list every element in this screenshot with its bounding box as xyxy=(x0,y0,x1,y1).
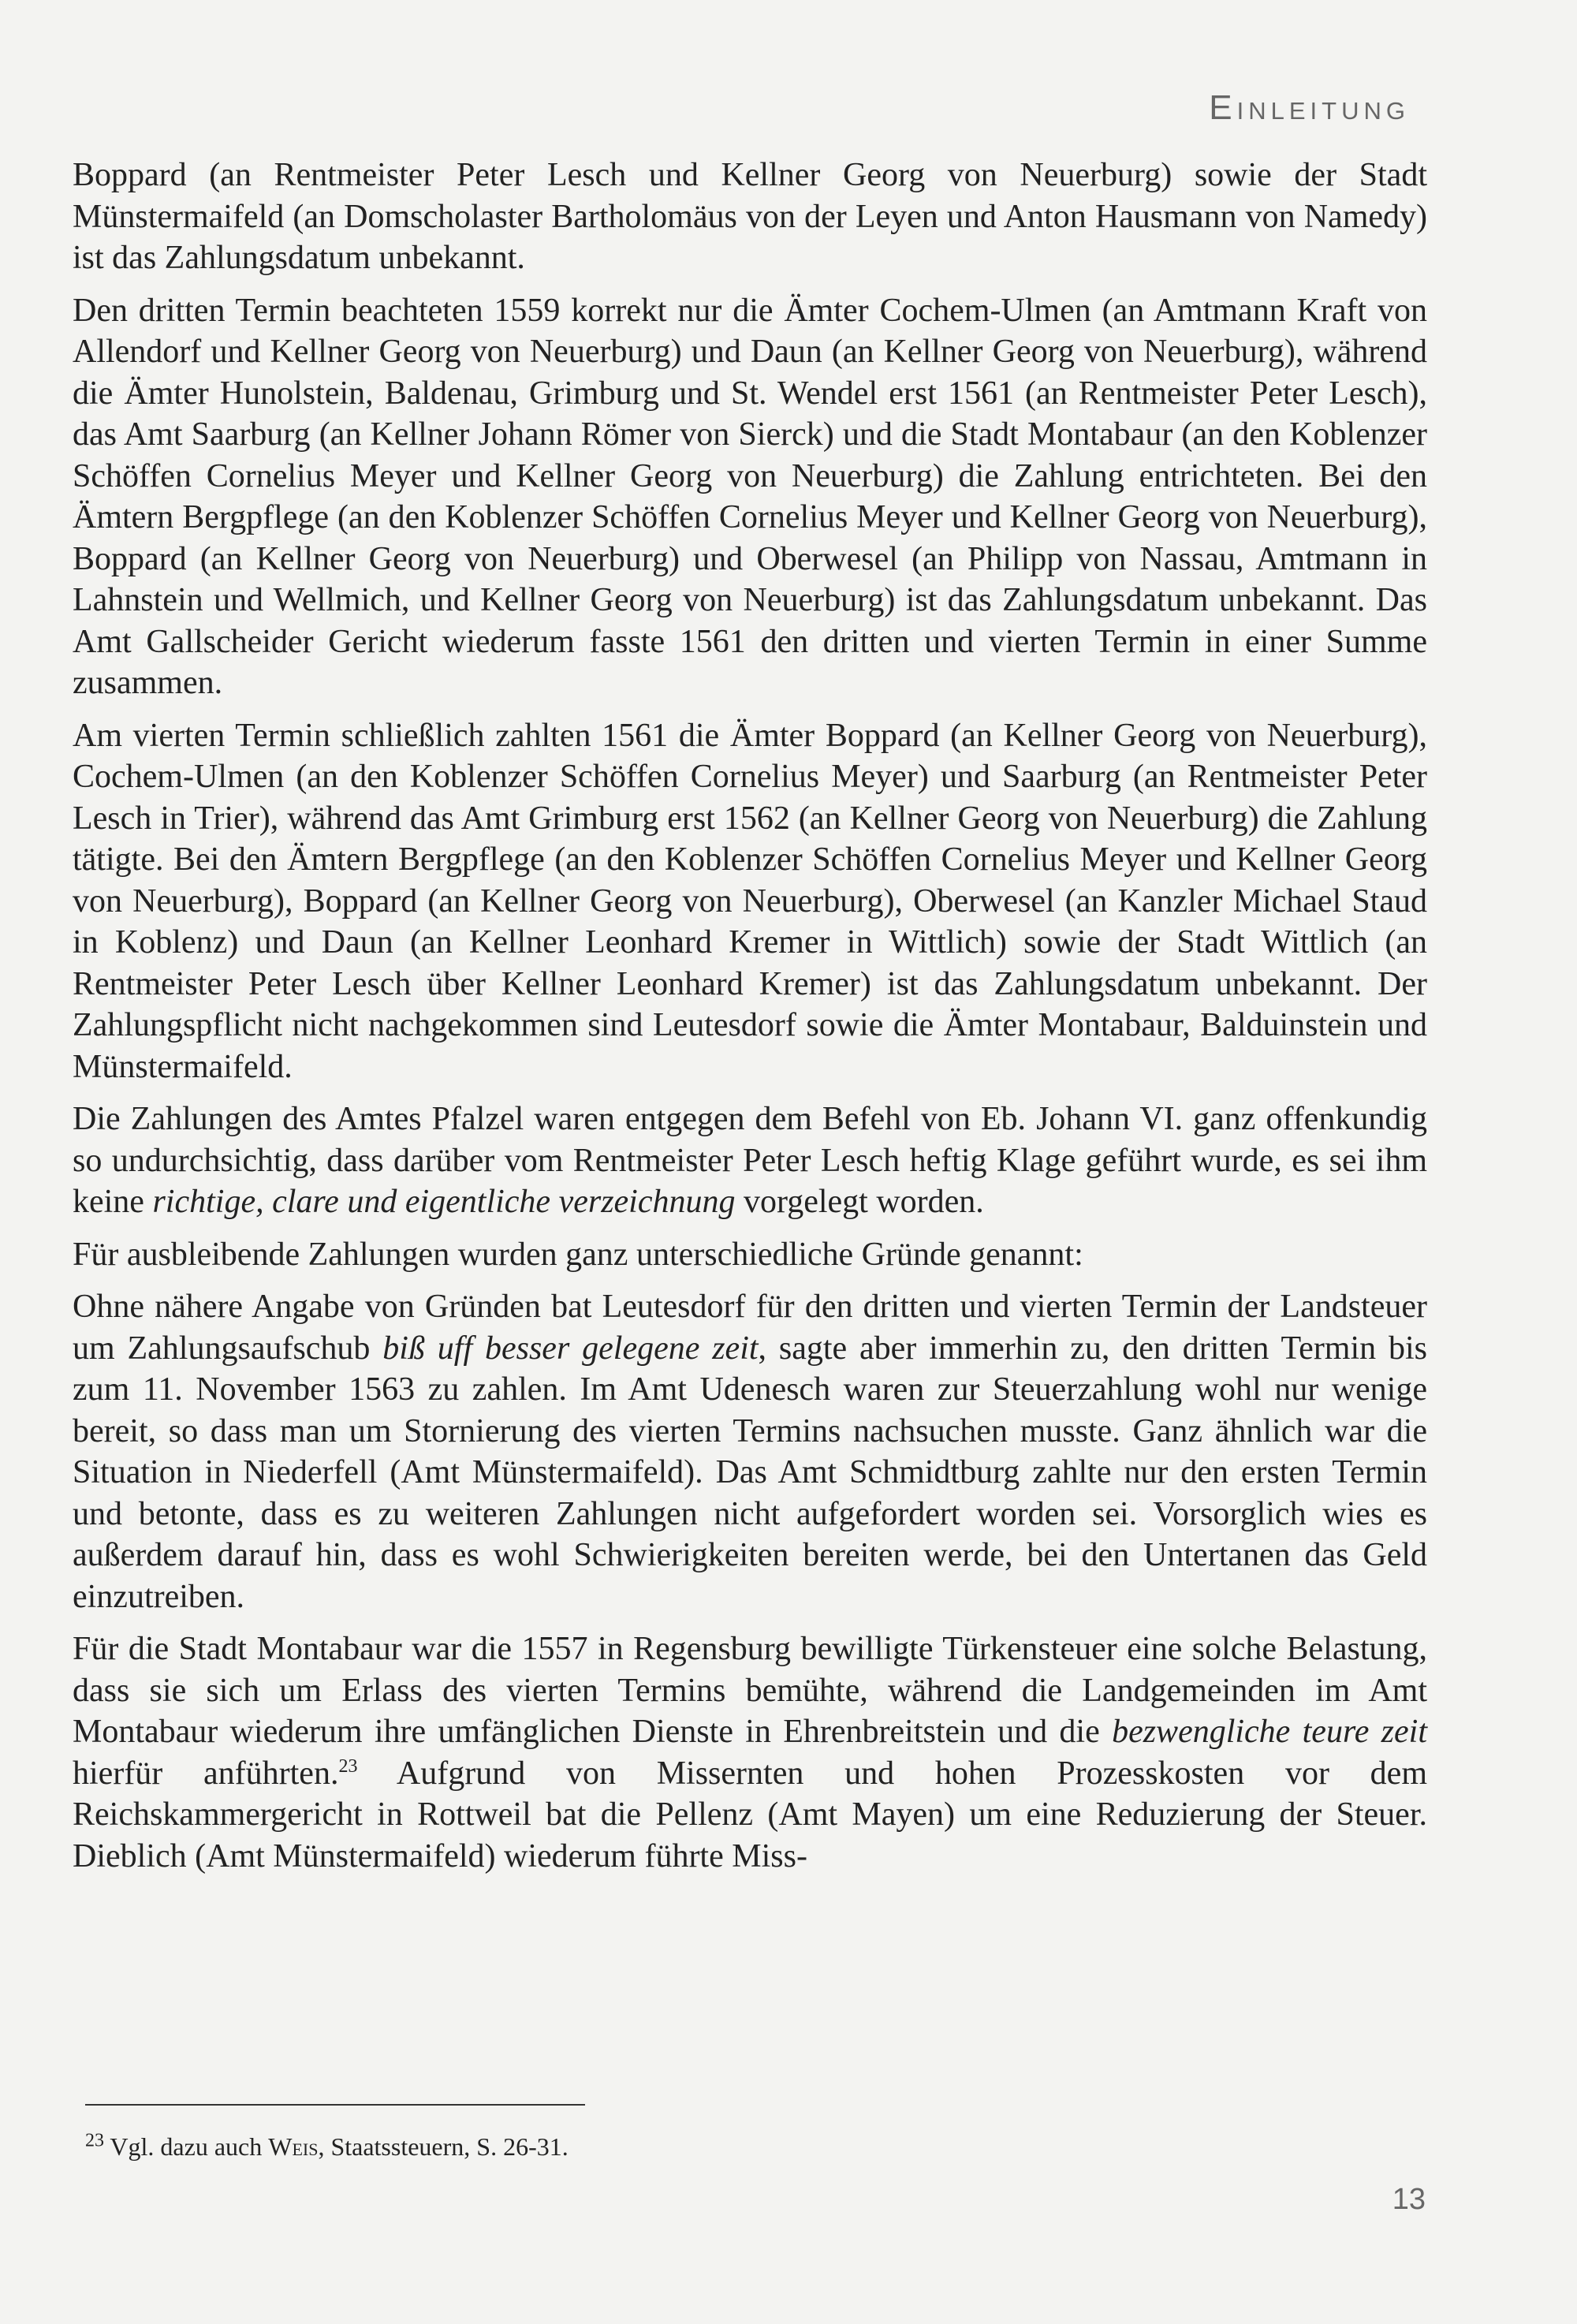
footnote-text-before: Vgl. dazu auch xyxy=(110,2132,269,2161)
paragraph xyxy=(73,1234,1427,1276)
paragraph xyxy=(73,1628,1427,1877)
paragraph xyxy=(73,715,1427,1088)
running-header: Einleitung xyxy=(1209,88,1410,127)
text-run: Den dritten Termin beachteten 1559 korrekt nur die Ämter Cochem-Ulmen (an Amtmann Kraft von Allendorf und Kellner Georg von Neuerburg) und Daun (an Kellner Georg von Neuerburg), während die Ämter Hunolstein, Baldenau, Grimburg und St. Wendel erst 1561 (an Rentmeister Peter Lesch), das Amt Saarburg (an Kellner Johann Römer von Sierck) und die Stadt Montabaur (an den Koblenzer Schöffen Cornelius Meyer und Kellner Georg von Neuerburg) die Zahlung entrichteten. Bei den Ämtern Bergpflege (an den Koblenzer Schöffen Cornelius Meyer und Kellner Georg von Neuerburg), Boppard (an Kellner Georg von Neuerburg) und Oberwesel (an Philipp von Nassau, Amtmann in Lahnstein und Wellmich, und Kellner Georg von Neuerburg) ist das Zahlungsdatum unbekannt. Das Amt Gallscheider Gericht wiederum fasste 1561 den dritten und vierten Termin in einer Summe zusammen. xyxy=(73,292,1427,701)
text-run: Boppard (an Rentmeister Peter Lesch und Kellner Georg von Neuerburg) sowie der Stadt Münstermaifeld (an Domscholaster Bartholomäus von der Leyen und Anton Hausmann von Namedy) ist das Zahlungsdatum unbekannt. xyxy=(73,157,1427,276)
text-run: Für ausbleibende Zahlungen wurden ganz unterschiedliche Gründe genannt: xyxy=(73,1236,1083,1273)
paragraph xyxy=(73,290,1427,704)
text-run: , sagte aber immerhin zu, den dritten Termin bis zum 11. November 1563 zu zahlen. Im Amt Udenesch waren zur Steuerzahlung wohl nur wenige bereit, so dass man um Stornierung des vierten Termins nachsuchen musste. Ganz ähnlich war die Situation in Niederfell (Amt Münstermaifeld). Das Amt Schmidtburg zahlte nur den ersten Termin und betonte, dass es zu weiteren Zahlungen nicht aufgefordert worden sei. Vorsorglich wies es außerdem darauf hin, dass es wohl Schwierigkeiten bereiten werde, bei den Untertanen das Geld einzutreiben. xyxy=(73,1330,1427,1615)
paragraph xyxy=(73,1286,1427,1617)
text-run: Am vierten Termin schließlich zahlten 1561 die Ämter Boppard (an Kellner Georg von Neuerburg), Cochem-Ulmen (an den Koblenzer Schöffen Cornelius Meyer) und Saarburg (an Rentmeister Peter Lesch in Trier), während das Amt Grimburg erst 1562 (an Kellner Georg von Neuerburg) die Zahlung tätigte. Bei den Ämtern Bergpflege (an den Koblenzer Schöffen Cornelius Meyer und Kellner Georg von Neuerburg), Boppard (an Kellner Georg von Neuerburg), Oberwesel (an Kanzler Michael Staud in Koblenz) und Daun (an Kellner Leonhard Kremer in Wittlich) sowie der Stadt Wittlich (an Rentmeister Peter Lesch über Kellner Leonhard Kremer) ist das Zahlungsdatum unbekannt. Der Zahlungspflicht nicht nachgekommen sind Leutesdorf sowie die Ämter Montabaur, Balduinstein und Münstermaifeld. xyxy=(73,717,1427,1085)
body-text xyxy=(73,155,1427,1888)
text-run: Aufgrund von Missernten und hohen Prozesskosten vor dem Reichskammergericht in Rottweil bat die Pellenz (Amt Mayen) um eine Reduzierung der Steuer. Dieblich (Amt Münstermaifeld) wiederum führte Miss- xyxy=(73,1755,1427,1874)
paragraph xyxy=(73,1099,1427,1223)
footnote-marker: 23 xyxy=(85,2130,104,2151)
page-number: 13 xyxy=(1392,2183,1426,2216)
footnote xyxy=(85,2131,569,2162)
text-run: Die Zahlungen des Amtes Pfalzel waren entgegen dem Befehl von Eb. Johann VI. ganz offenkundig so undurchsichtig, dass darüber vom Rentmeister Peter Lesch heftig Klage geführt wurde, es sei ihm keine xyxy=(73,1101,1427,1220)
text-run: hierfür anführten. xyxy=(73,1755,339,1792)
italic-quote: bezwengliche teure zeit xyxy=(1112,1714,1428,1750)
italic-quote: biß uff besser gelegene zeit xyxy=(382,1330,759,1367)
paragraph xyxy=(73,155,1427,279)
text-run: vorgelegt worden. xyxy=(735,1184,984,1220)
footnote-divider xyxy=(85,2104,585,2106)
footnote-reference: 23 xyxy=(338,1755,358,1777)
footnote-text-after: , Staatssteuern, S. 26-31. xyxy=(318,2132,569,2161)
italic-quote: richtige, clare und eigentliche verzeichnung xyxy=(152,1184,736,1220)
footnote-author: Weis xyxy=(268,2132,319,2161)
text-run: Für die Stadt Montabaur war die 1557 in Regensburg bewilligte Türkensteuer eine solche Belastung, dass sie sich um Erlass des vierten Termins bemühte, während die Landgemeinden im Amt Montabaur wiederum ihre umfänglichen Dienste in Ehrenbreitstein und die xyxy=(73,1631,1427,1750)
text-run: Ohne nähere Angabe von Gründen bat Leutesdorf für den dritten und vierten Termin der Landsteuer um Zahlungsaufschub xyxy=(73,1289,1427,1367)
